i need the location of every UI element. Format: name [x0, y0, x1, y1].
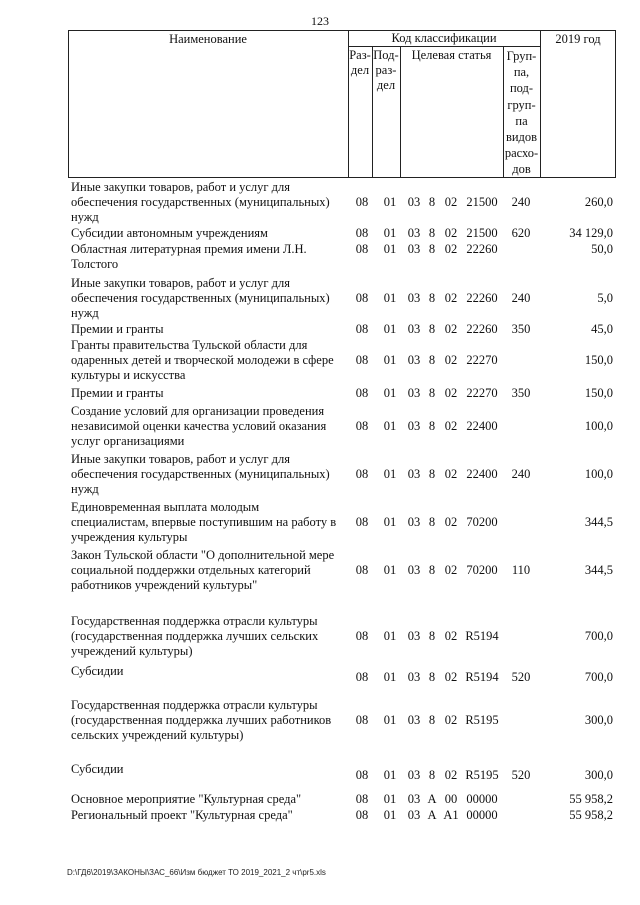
- row-name: Премии и гранты: [71, 322, 164, 336]
- cell-vr: 240: [511, 195, 531, 209]
- cell-c2: 8: [428, 629, 436, 643]
- cell-c4: R5194: [465, 629, 499, 643]
- cell-c4: 22400: [466, 419, 498, 433]
- cell-vr: 350: [511, 386, 531, 400]
- row-name: Региональный проект "Культурная среда": [71, 808, 293, 822]
- cell-podrazdel: 01: [383, 419, 397, 433]
- row-name: Иные закупки товаров, работ и услуг для обеспечения государственных (муниципальных) нужд: [71, 452, 330, 496]
- cell-razdel: 08: [355, 670, 369, 684]
- cell-vr: 240: [511, 467, 531, 481]
- cell-razdel: 08: [355, 195, 369, 209]
- cell-c2: 8: [428, 242, 436, 256]
- cell-c4: R5194: [465, 670, 499, 684]
- cell-c2: 8: [428, 353, 436, 367]
- cell-c2: 8: [428, 195, 436, 209]
- cell-c3: 02: [444, 629, 458, 643]
- row-name: Субсидии: [71, 664, 124, 678]
- cell-c2: 8: [428, 419, 436, 433]
- cell-c4: 21500: [466, 226, 498, 240]
- cell-podrazdel: 01: [383, 808, 397, 822]
- cell-razdel: 08: [355, 419, 369, 433]
- cell-c1: 03: [407, 419, 421, 433]
- cell-razdel: 08: [355, 808, 369, 822]
- cell-podrazdel: 01: [383, 353, 397, 367]
- cell-vr: 520: [511, 670, 531, 684]
- row-name: Субсидии автономным учреждениям: [71, 226, 268, 240]
- cell-c3: 02: [444, 768, 458, 782]
- cell-amount: 150,0: [584, 386, 613, 400]
- header-razdel: Раз- дел: [349, 48, 371, 77]
- cell-podrazdel: 01: [383, 629, 397, 643]
- page-number: 123: [311, 14, 329, 28]
- cell-razdel: 08: [355, 467, 369, 481]
- cell-c4: R5195: [465, 713, 499, 727]
- cell-c1: 03: [407, 322, 421, 336]
- cell-amount: 55 958,2: [569, 808, 613, 822]
- row-name: Субсидии: [71, 762, 124, 776]
- row-name: Закон Тульской области "О дополнительной мере социальной поддержки отдельных категорий работников учреждений культуры": [71, 548, 335, 592]
- cell-amount: 55 958,2: [569, 792, 613, 806]
- cell-c3: 02: [444, 713, 458, 727]
- cell-amount: 344,5: [584, 563, 613, 577]
- cell-vr: 620: [511, 226, 531, 240]
- cell-amount: 300,0: [584, 713, 613, 727]
- cell-c4: 70200: [466, 515, 498, 529]
- cell-amount: 260,0: [584, 195, 613, 209]
- file-path-footer: D:\ГД6\2019\ЗАКОНЫ\ЗАС_66\Изм бюджет ТО 2019_2021_2 чт\pr5.xls: [67, 868, 326, 877]
- cell-razdel: 08: [355, 226, 369, 240]
- cell-c1: 03: [407, 195, 421, 209]
- cell-amount: 5,0: [597, 291, 613, 305]
- cell-razdel: 08: [355, 386, 369, 400]
- cell-podrazdel: 01: [383, 670, 397, 684]
- cell-c3: 02: [444, 467, 458, 481]
- cell-c4: 22260: [466, 322, 498, 336]
- cell-amount: 300,0: [584, 768, 613, 782]
- header-podrazdel: Под- раз- дел: [373, 48, 399, 92]
- cell-amount: 100,0: [584, 419, 613, 433]
- cell-c2: 8: [428, 322, 436, 336]
- cell-c1: 03: [407, 808, 421, 822]
- cell-c3: 02: [444, 242, 458, 256]
- cell-c2: А: [427, 808, 437, 822]
- row-name: Создание условий для организации проведения независимой оценки качества условий оказания услуг организациями: [71, 404, 327, 448]
- cell-c3: 02: [444, 353, 458, 367]
- cell-podrazdel: 01: [383, 563, 397, 577]
- cell-podrazdel: 01: [383, 768, 397, 782]
- cell-c4: R5195: [465, 768, 499, 782]
- row-name: Иные закупки товаров, работ и услуг для обеспечения государственных (муниципальных) нужд: [71, 180, 330, 224]
- cell-podrazdel: 01: [383, 291, 397, 305]
- cell-c1: 03: [407, 353, 421, 367]
- cell-c3: 02: [444, 670, 458, 684]
- cell-podrazdel: 01: [383, 226, 397, 240]
- row-name: Основное мероприятие "Культурная среда": [71, 792, 302, 806]
- header-code-group: Код классификации: [391, 31, 497, 45]
- cell-vr: 350: [511, 322, 531, 336]
- cell-c2: 8: [428, 467, 436, 481]
- cell-podrazdel: 01: [383, 386, 397, 400]
- cell-c2: 8: [428, 713, 436, 727]
- cell-razdel: 08: [355, 713, 369, 727]
- cell-c1: 03: [407, 792, 421, 806]
- cell-c1: 03: [407, 291, 421, 305]
- cell-c4: 22260: [466, 242, 498, 256]
- cell-podrazdel: 01: [383, 195, 397, 209]
- row-name: Государственная поддержка отрасли культуры (государственная поддержка лучших сельских учреждений культуры): [71, 614, 319, 658]
- cell-c2: 8: [428, 386, 436, 400]
- cell-c3: А1: [443, 808, 459, 822]
- cell-amount: 700,0: [584, 670, 613, 684]
- cell-amount: 344,5: [584, 515, 613, 529]
- cell-c3: 02: [444, 291, 458, 305]
- cell-c2: 8: [428, 563, 436, 577]
- row-name: Государственная поддержка отрасли культуры (государственная поддержка лучших работников сельских учреждений культуры): [71, 698, 332, 742]
- cell-c3: 02: [444, 226, 458, 240]
- cell-c1: 03: [407, 386, 421, 400]
- cell-c2: 8: [428, 226, 436, 240]
- cell-c1: 03: [407, 467, 421, 481]
- cell-c2: 8: [428, 515, 436, 529]
- row-name: Единовременная выплата молодым специалистам, впервые поступившим на работу в учреждения культуры: [71, 500, 337, 544]
- cell-c4: 00000: [466, 808, 498, 822]
- cell-amount: 150,0: [584, 353, 613, 367]
- cell-podrazdel: 01: [383, 467, 397, 481]
- cell-amount: 700,0: [584, 629, 613, 643]
- cell-c3: 02: [444, 195, 458, 209]
- cell-vr: 240: [511, 291, 531, 305]
- cell-c3: 02: [444, 563, 458, 577]
- cell-c3: 02: [444, 515, 458, 529]
- cell-podrazdel: 01: [383, 515, 397, 529]
- cell-vr: 110: [511, 563, 531, 577]
- cell-c4: 00000: [466, 792, 498, 806]
- cell-c3: 02: [444, 322, 458, 336]
- cell-c4: 22400: [466, 467, 498, 481]
- cell-c1: 03: [407, 226, 421, 240]
- cell-c4: 70200: [466, 563, 498, 577]
- cell-c1: 03: [407, 563, 421, 577]
- cell-podrazdel: 01: [383, 242, 397, 256]
- cell-razdel: 08: [355, 353, 369, 367]
- row-name: Гранты правительства Тульской области для одаренных детей и творческой молодежи в сфере культуры и искусства: [71, 338, 334, 382]
- cell-razdel: 08: [355, 515, 369, 529]
- cell-amount: 100,0: [584, 467, 613, 481]
- cell-c1: 03: [407, 768, 421, 782]
- cell-c3: 00: [444, 792, 458, 806]
- header-group: Груп- па, под- груп- па видов расхо- дов: [504, 49, 539, 177]
- cell-amount: 45,0: [591, 322, 613, 336]
- header-target: Целевая статья: [411, 48, 492, 62]
- cell-c4: 21500: [466, 195, 498, 209]
- cell-c3: 02: [444, 419, 458, 433]
- cell-razdel: 08: [355, 242, 369, 256]
- row-name: Областная литературная премия имени Л.Н. Толстого: [71, 242, 307, 271]
- cell-amount: 50,0: [591, 242, 613, 256]
- cell-c1: 03: [407, 713, 421, 727]
- cell-razdel: 08: [355, 792, 369, 806]
- cell-c2: 8: [428, 291, 436, 305]
- cell-razdel: 08: [355, 291, 369, 305]
- cell-c2: 8: [428, 670, 436, 684]
- cell-c2: 8: [428, 768, 436, 782]
- header-year: 2019 год: [555, 32, 601, 46]
- cell-c4: 22270: [466, 353, 498, 367]
- cell-amount: 34 129,0: [569, 226, 613, 240]
- row-name: Премии и гранты: [71, 386, 164, 400]
- cell-vr: 520: [511, 768, 531, 782]
- cell-c1: 03: [407, 670, 421, 684]
- header-name: Наименование: [169, 32, 247, 46]
- cell-razdel: 08: [355, 629, 369, 643]
- cell-c3: 02: [444, 386, 458, 400]
- cell-c2: А: [427, 792, 437, 806]
- cell-c1: 03: [407, 242, 421, 256]
- row-name: Иные закупки товаров, работ и услуг для обеспечения государственных (муниципальных) нужд: [71, 276, 330, 320]
- cell-razdel: 08: [355, 563, 369, 577]
- cell-podrazdel: 01: [383, 322, 397, 336]
- cell-razdel: 08: [355, 768, 369, 782]
- cell-podrazdel: 01: [383, 713, 397, 727]
- cell-c4: 22260: [466, 291, 498, 305]
- cell-podrazdel: 01: [383, 792, 397, 806]
- cell-c1: 03: [407, 515, 421, 529]
- cell-c1: 03: [407, 629, 421, 643]
- cell-razdel: 08: [355, 322, 369, 336]
- cell-c4: 22270: [466, 386, 498, 400]
